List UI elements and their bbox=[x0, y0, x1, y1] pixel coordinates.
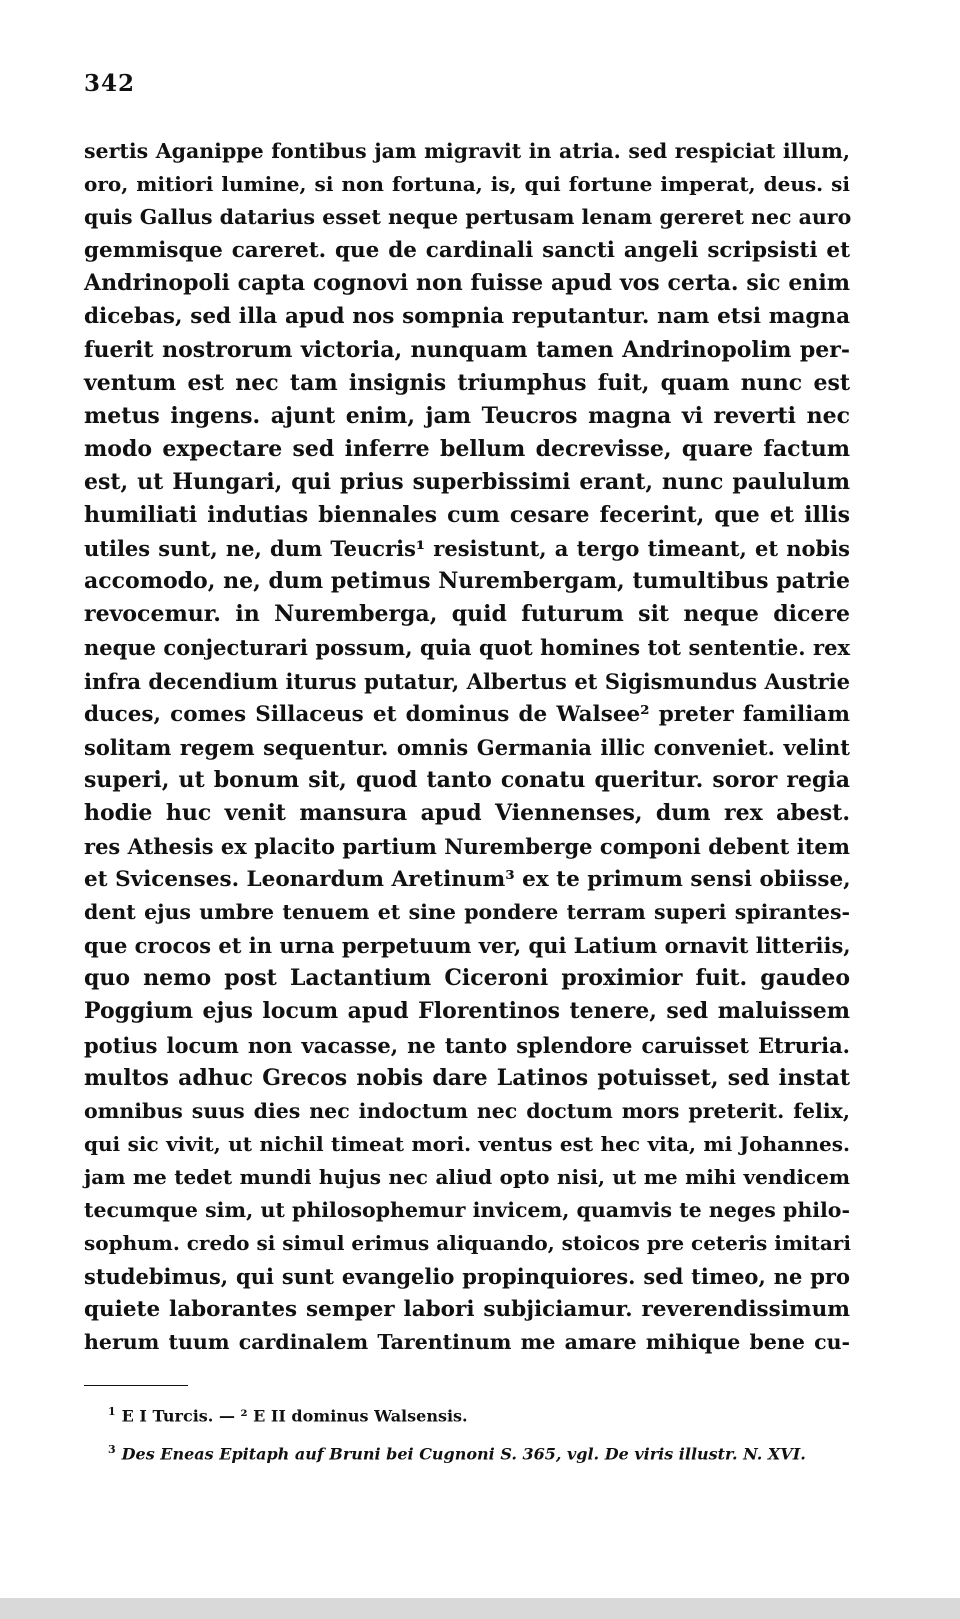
text-line: metus ingens. ajunt enim, jam Teucros magna vi reverti nec bbox=[84, 402, 850, 429]
text-line: studebimus, qui sunt evangelio propinquiores. sed timeo, ne pro bbox=[84, 1264, 850, 1290]
text-line: sophum. credo si simul erimus aliquando, stoicos pre ceteris imitari bbox=[84, 1231, 851, 1256]
text-line: gemmisque careret. que de cardinali sancti angeli scripsisti et bbox=[84, 238, 850, 264]
text-line: accomodo, ne, dum petimus Nurembergam, tumultibus patrie bbox=[84, 568, 850, 595]
text-line: multos adhuc Grecos nobis dare Latinos potuisset, sed instat bbox=[84, 1064, 850, 1091]
text-line: Andrinopoli capta cognovi non fuisse apud vos certa. sic enim bbox=[84, 270, 850, 297]
footnote-2-text: Des Eneas Epitaph auf Bruni bei Cugnoni S. 365, vgl. De viris illustr. N. XVI. bbox=[121, 1444, 806, 1464]
text-line: res Athesis ex placito partium Nuremberge componi debent item bbox=[84, 833, 850, 859]
text-line: Poggium ejus locum apud Florentinos tenere, sed maluissem bbox=[84, 998, 850, 1025]
footnote-2 bbox=[108, 1443, 806, 1463]
footnote-2-mark: 3 bbox=[108, 1443, 116, 1456]
text-line: dicebas, sed illa apud nos sompnia reputantur. nam etsi magna bbox=[84, 304, 850, 330]
text-line: neque conjecturari possum, quia quot homines tot sententie. rex bbox=[84, 635, 850, 661]
bottom-bar bbox=[0, 1598, 960, 1619]
text-line: qui sic vivit, ut nichil timeat mori. ventus est hec vita, mi Johannes. bbox=[84, 1131, 850, 1156]
text-line: que crocos et in urna perpetuum ver, qui Latium ornavit litteriis, bbox=[84, 933, 851, 959]
text-line: solitam regem sequentur. omnis Germania illic conveniet. velint bbox=[84, 734, 850, 760]
text-line: modo expectare sed inferre bellum decrevisse, quare factum bbox=[84, 435, 850, 462]
text-line: herum tuum cardinalem Tarentinum me amare mihique bene cu- bbox=[84, 1330, 850, 1355]
text-line: quo nemo post Lactantium Ciceroni proximior fuit. gaudeo bbox=[84, 965, 850, 992]
text-line: potius locum non vacasse, ne tanto splendore caruisset Etruria. bbox=[84, 1032, 850, 1058]
text-line: quis Gallus datarius esset neque pertusam lenam gereret nec auro bbox=[84, 205, 852, 230]
text-line: jam me tedet mundi hujus nec aliud opto nisi, ut me mihi vendicem bbox=[84, 1164, 850, 1189]
text-line: omnibus suus dies nec indoctum nec doctum mors preterit. felix, bbox=[84, 1098, 850, 1123]
page-number: 342 bbox=[84, 70, 136, 97]
text-line: utiles sunt, ne, dum Teucris¹ resistunt, a tergo timeant, et nobis bbox=[84, 536, 850, 562]
text-line: infra decendium iturus putatur, Albertus et Sigismundus Austrie bbox=[84, 668, 850, 694]
footnote-1 bbox=[108, 1405, 468, 1425]
text-line: fuerit nostrorum victoria, nunquam tamen Andrinopolim per- bbox=[84, 336, 850, 363]
text-line: sertis Aganippe fontibus jam migravit in atria. sed respiciat illum, bbox=[84, 139, 850, 163]
text-line: dent ejus umbre tenuem et sine pondere terram superi spirantes- bbox=[84, 900, 850, 925]
text-line: duces, comes Sillaceus et dominus de Walsee² preter familiam bbox=[84, 701, 850, 727]
footnote-divider bbox=[84, 1385, 188, 1386]
text-line: est, ut Hungari, qui prius superbissimi erant, nunc paululum bbox=[84, 468, 850, 495]
body-text bbox=[84, 135, 850, 1359]
text-line: superi, ut bonum sit, quod tanto conatu queritur. soror regia bbox=[84, 766, 850, 793]
text-line: hodie huc venit mansura apud Viennenses, dum rex abest. bbox=[84, 799, 850, 826]
text-line: ventum est nec tam insignis triumphus fuit, quam nunc est bbox=[84, 369, 850, 396]
footnote-1-text: E I Turcis. — ² E II dominus Walsensis. bbox=[121, 1406, 468, 1426]
text-line: et Svicenses. Leonardum Aretinum³ ex te primum sensi obiisse, bbox=[84, 867, 851, 893]
footnote-1-mark: 1 bbox=[108, 1405, 116, 1418]
text-line: revocemur. in Nuremberga, quid futurum sit neque dicere bbox=[84, 601, 850, 628]
text-line: tecumque sim, ut philosophemur invicem, quamvis te neges philo- bbox=[84, 1198, 850, 1222]
text-line: quiete laborantes semper labori subjiciamur. reverendissimum bbox=[84, 1297, 850, 1323]
text-line: oro, mitiori lumine, si non fortuna, is, qui fortune imperat, deus. si bbox=[84, 172, 850, 197]
text-line: humiliati indutias biennales cum cesare fecerint, que et illis bbox=[84, 502, 850, 529]
